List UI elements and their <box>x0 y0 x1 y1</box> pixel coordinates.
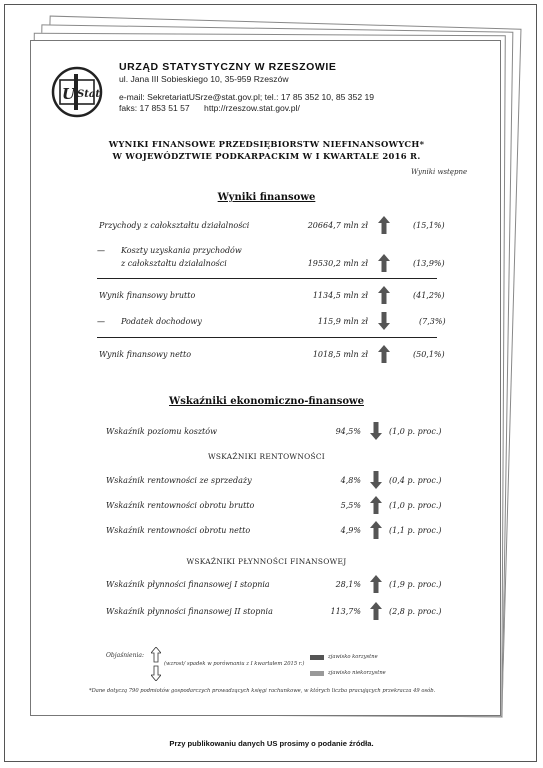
result-value: 20664,7 mln zł <box>307 221 368 230</box>
result-change: (13,9%) <box>413 259 445 268</box>
result-label: Wynik finansowy netto <box>99 350 192 359</box>
contact-line: e-mail: SekretariatUSrze@stat.gov.pl; tel.: 17 85 352 10, 85 352 19 <box>119 92 375 102</box>
result-change: (15,1%) <box>413 221 445 230</box>
result-value: 19530,2 mln zł <box>307 259 368 268</box>
indicator-value: 94,5% <box>335 427 361 436</box>
footnote: *Dane dotyczą 790 podmiotów gospodarczych prowadzących księgi rachunkowe, w których liczba pracujących przekracza 49 osób. <box>89 688 436 694</box>
result-label: Koszty uzyskania przychodów <box>121 246 242 255</box>
result-value: 1018,5 mln zł <box>312 350 368 359</box>
result-label: Wynik finansowy brutto <box>99 291 196 300</box>
result-value: 115,9 mln zł <box>317 317 368 326</box>
org-name: URZĄD STATYSTYCZNY W RZESZOWIE <box>119 61 337 73</box>
result-dash: — <box>97 317 105 326</box>
down-arrow-icon <box>378 312 390 330</box>
indicator-change: (1,1 p. proc.) <box>389 526 442 535</box>
section-indicators: Wskaźniki ekonomiczno-finansowe <box>169 396 364 407</box>
indicator-value: 28,1% <box>335 580 361 589</box>
result-value: 1134,5 mln zł <box>312 291 368 300</box>
fax-line: faks: 17 853 51 57 http://rzeszow.stat.gov.pl/ <box>119 103 300 113</box>
preliminary-note: Wyniki wstępne <box>411 168 468 176</box>
up-arrow-icon <box>370 602 382 620</box>
liquidity-heading: WSKAŹNIKI PŁYNNOŚCI FINANSOWEJ <box>186 557 347 566</box>
divider <box>97 337 437 338</box>
ustat-logo <box>51 66 103 118</box>
down-arrow-icon <box>370 422 382 440</box>
legend-arrows-icon <box>151 647 161 681</box>
indicator-value: 113,7% <box>330 607 361 616</box>
indicator-change: (1,0 p. proc.) <box>389 427 442 436</box>
up-arrow-icon <box>370 575 382 593</box>
legend-arrow-text: (wzrost/ spadek w porównaniu z I kwartałem 2015 r.) <box>164 661 305 667</box>
legend-negative-swatch <box>310 671 324 676</box>
indicator-label: Wskaźnik rentowności ze sprzedaży <box>106 476 252 485</box>
result-dash: — <box>97 246 105 255</box>
up-arrow-icon <box>370 521 382 539</box>
indicator-label: Wskaźnik poziomu kosztów <box>106 427 217 436</box>
indicator-value: 4,9% <box>340 526 361 535</box>
indicator-change: (1,0 p. proc.) <box>389 501 442 510</box>
up-arrow-icon <box>378 345 390 363</box>
org-address: ul. Jana III Sobieskiego 10, 35-959 Rzeszów <box>119 74 289 84</box>
up-arrow-icon <box>378 254 390 272</box>
result-change: (50,1%) <box>413 350 445 359</box>
indicator-label: Wskaźnik płynności finansowej II stopnia <box>106 607 273 616</box>
up-arrow-icon <box>378 286 390 304</box>
result-label: Przychody z całokształtu działalności <box>99 221 250 230</box>
result-label: z całokształtu działalności <box>121 259 227 268</box>
indicator-value: 5,5% <box>340 501 361 510</box>
indicator-label: Wskaźnik rentowności obrotu brutto <box>106 501 255 510</box>
section-financial-results: Wyniki finansowe <box>217 192 316 203</box>
indicator-label: Wskaźnik rentowności obrotu netto <box>106 526 251 535</box>
report-title-line1: WYNIKI FINANSOWE PRZEDSIĘBIORSTW NIEFINANSOWYCH* <box>108 139 425 149</box>
legend-positive-swatch <box>310 655 324 660</box>
profitability-heading: WSKAŹNIKI RENTOWNOŚCI <box>207 452 325 461</box>
svg-text:Stat: Stat <box>77 89 100 100</box>
legend-negative-label: zjawisko niekorzystne <box>328 670 386 676</box>
report-title-line2: W WOJEWÓDZTWIE PODKARPACKIM W I KWARTALE 2016 R. <box>112 151 421 161</box>
indicator-change: (0,4 p. proc.) <box>389 476 442 485</box>
up-arrow-icon <box>378 216 390 234</box>
indicator-change: (2,8 p. proc.) <box>389 607 442 616</box>
indicator-change: (1,9 p. proc.) <box>389 580 442 589</box>
legend-positive-label: zjawisko korzystne <box>328 654 378 660</box>
divider <box>97 278 437 279</box>
up-arrow-icon <box>370 496 382 514</box>
down-arrow-icon <box>370 471 382 489</box>
result-label: Podatek dochodowy <box>121 317 202 326</box>
result-change: (41,2%) <box>413 291 445 300</box>
footer-source-note: Przy publikowaniu danych US prosimy o podanie źródła. <box>169 739 374 748</box>
result-change: (7,3%) <box>419 317 446 326</box>
indicator-label: Wskaźnik płynności finansowej I stopnia <box>106 580 270 589</box>
document-sheet <box>30 40 501 716</box>
svg-text:U: U <box>62 85 76 103</box>
legend-label: Objaśnienia: <box>106 652 144 659</box>
indicator-value: 4,8% <box>340 476 361 485</box>
